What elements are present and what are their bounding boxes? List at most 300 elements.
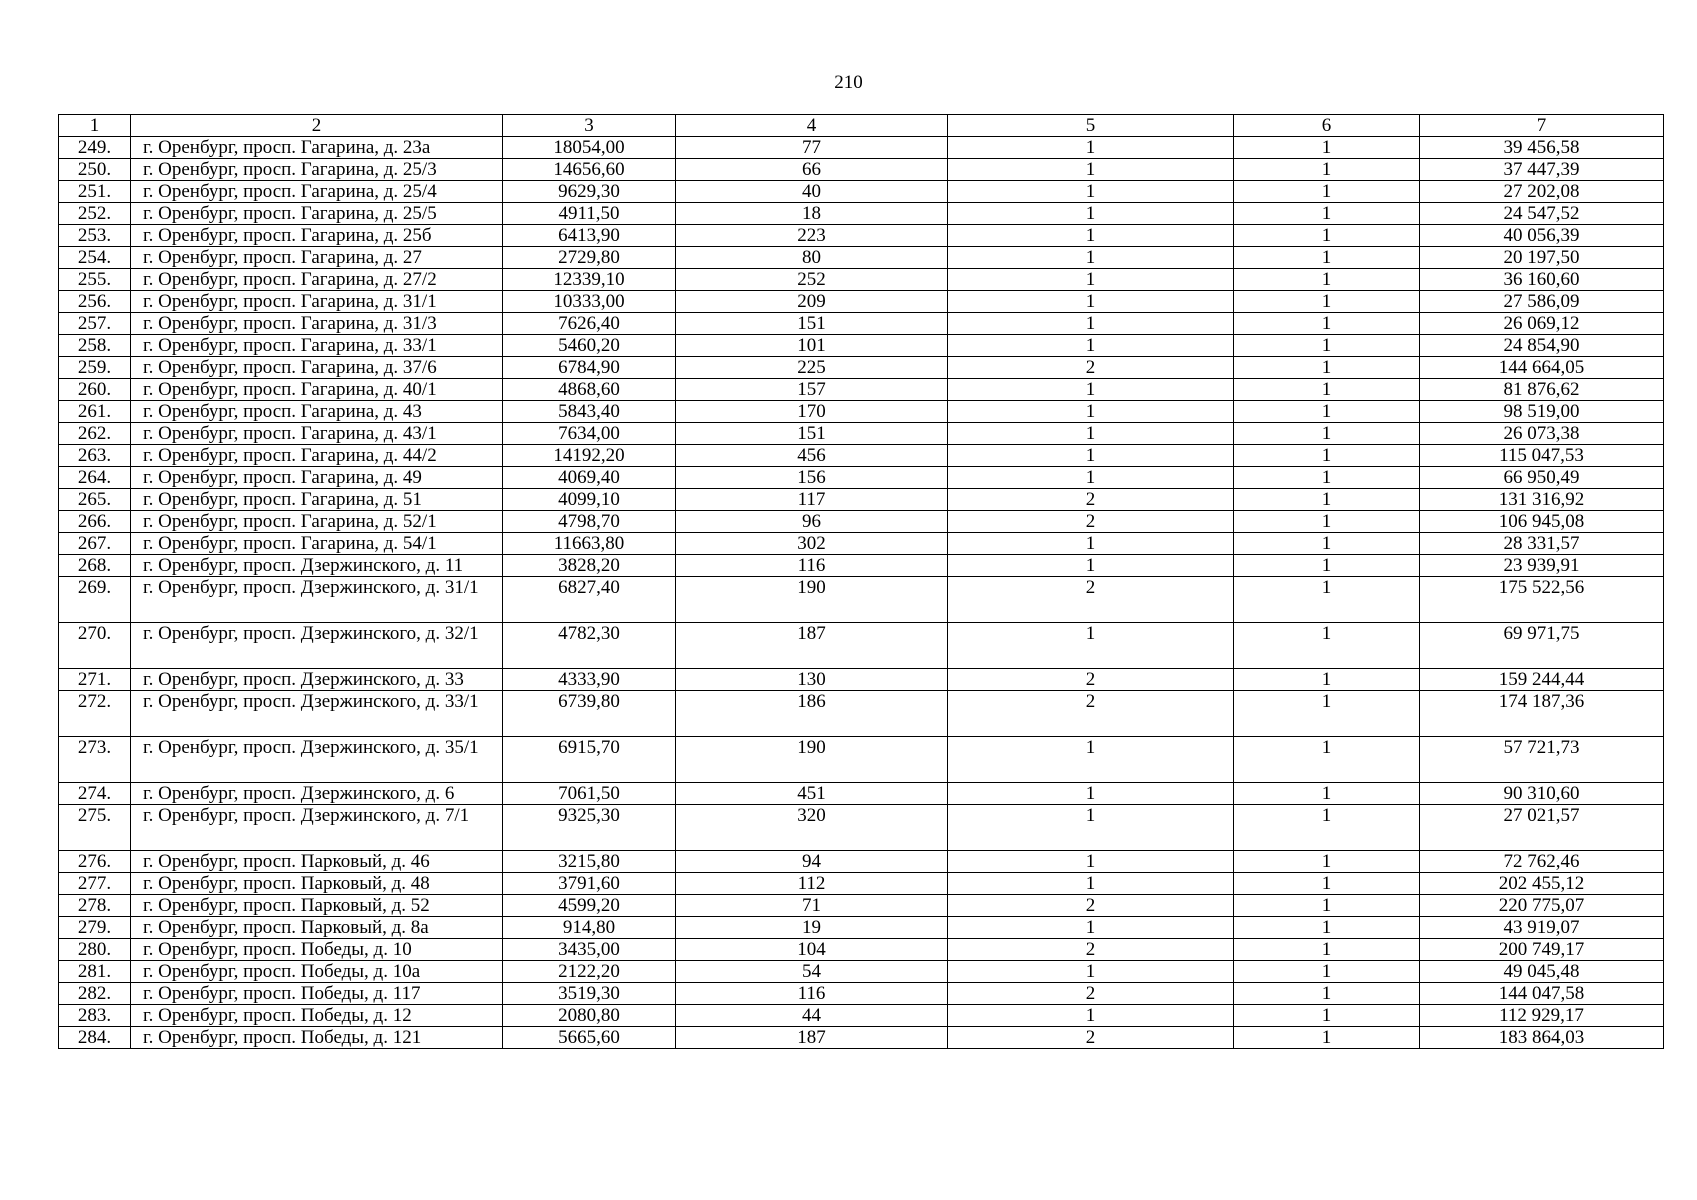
column-5-cell: 1 <box>948 159 1234 181</box>
column-4-cell: 77 <box>676 137 948 159</box>
column-4-cell: 151 <box>676 423 948 445</box>
column-5-cell: 1 <box>948 379 1234 401</box>
column-5-cell: 1 <box>948 555 1234 577</box>
area-cell: 6827,40 <box>503 577 676 623</box>
column-7-cell: 81 876,62 <box>1420 379 1664 401</box>
column-6-cell: 1 <box>1234 247 1420 269</box>
table-row <box>59 203 1664 225</box>
area-cell: 11663,80 <box>503 533 676 555</box>
column-6-cell: 1 <box>1234 1005 1420 1027</box>
table-row <box>59 269 1664 291</box>
column-4-cell: 18 <box>676 203 948 225</box>
column-6-cell: 1 <box>1234 445 1420 467</box>
column-4-cell: 19 <box>676 917 948 939</box>
column-6-cell: 1 <box>1234 269 1420 291</box>
column-7-cell: 72 762,46 <box>1420 851 1664 873</box>
column-4-cell: 225 <box>676 357 948 379</box>
column-7-cell: 57 721,73 <box>1420 737 1664 783</box>
column-header: 4 <box>676 115 948 137</box>
column-5-cell: 1 <box>948 247 1234 269</box>
column-6-cell: 1 <box>1234 511 1420 533</box>
area-cell: 914,80 <box>503 917 676 939</box>
column-4-cell: 151 <box>676 313 948 335</box>
column-6-cell: 1 <box>1234 623 1420 669</box>
column-7-cell: 20 197,50 <box>1420 247 1664 269</box>
address-cell: г. Оренбург, просп. Победы, д. 117 <box>131 983 503 1005</box>
column-5-cell: 1 <box>948 737 1234 783</box>
column-4-cell: 157 <box>676 379 948 401</box>
column-6-cell: 1 <box>1234 357 1420 379</box>
address-cell: г. Оренбург, просп. Гагарина, д. 40/1 <box>131 379 503 401</box>
table-row <box>59 939 1664 961</box>
address-cell: г. Оренбург, просп. Гагарина, д. 25/3 <box>131 159 503 181</box>
row-number: 267. <box>59 533 131 555</box>
column-4-cell: 130 <box>676 669 948 691</box>
table-row <box>59 247 1664 269</box>
column-7-cell: 39 456,58 <box>1420 137 1664 159</box>
row-number: 253. <box>59 225 131 247</box>
row-number: 256. <box>59 291 131 313</box>
address-cell: г. Оренбург, просп. Гагарина, д. 27 <box>131 247 503 269</box>
column-header: 3 <box>503 115 676 137</box>
row-number: 274. <box>59 783 131 805</box>
column-7-cell: 24 547,52 <box>1420 203 1664 225</box>
address-cell: г. Оренбург, просп. Дзержинского, д. 33 <box>131 669 503 691</box>
column-6-cell: 1 <box>1234 873 1420 895</box>
row-number: 280. <box>59 939 131 961</box>
address-cell: г. Оренбург, просп. Дзержинского, д. 31/1 <box>131 577 503 623</box>
area-cell: 5843,40 <box>503 401 676 423</box>
address-cell: г. Оренбург, просп. Парковый, д. 46 <box>131 851 503 873</box>
table-row <box>59 983 1664 1005</box>
area-cell: 4599,20 <box>503 895 676 917</box>
column-5-cell: 1 <box>948 269 1234 291</box>
column-6-cell: 1 <box>1234 783 1420 805</box>
column-5-cell: 2 <box>948 357 1234 379</box>
column-header: 7 <box>1420 115 1664 137</box>
column-5-cell: 1 <box>948 533 1234 555</box>
column-4-cell: 223 <box>676 225 948 247</box>
area-cell: 9629,30 <box>503 181 676 203</box>
area-cell: 4069,40 <box>503 467 676 489</box>
area-cell: 6413,90 <box>503 225 676 247</box>
table-row <box>59 489 1664 511</box>
table-row <box>59 783 1664 805</box>
row-number: 261. <box>59 401 131 423</box>
column-7-cell: 183 864,03 <box>1420 1027 1664 1049</box>
column-7-cell: 69 971,75 <box>1420 623 1664 669</box>
column-5-cell: 2 <box>948 1027 1234 1049</box>
table-row <box>59 467 1664 489</box>
area-cell: 2729,80 <box>503 247 676 269</box>
column-4-cell: 112 <box>676 873 948 895</box>
address-cell: г. Оренбург, просп. Парковый, д. 48 <box>131 873 503 895</box>
address-cell: г. Оренбург, просп. Парковый, д. 8а <box>131 917 503 939</box>
column-7-cell: 115 047,53 <box>1420 445 1664 467</box>
column-6-cell: 1 <box>1234 939 1420 961</box>
row-number: 273. <box>59 737 131 783</box>
row-number: 275. <box>59 805 131 851</box>
header-row <box>59 115 1664 137</box>
column-4-cell: 44 <box>676 1005 948 1027</box>
area-cell: 3435,00 <box>503 939 676 961</box>
address-cell: г. Оренбург, просп. Гагарина, д. 25/4 <box>131 181 503 203</box>
address-cell: г. Оренбург, просп. Гагарина, д. 31/3 <box>131 313 503 335</box>
table-row <box>59 137 1664 159</box>
column-6-cell: 1 <box>1234 379 1420 401</box>
column-4-cell: 252 <box>676 269 948 291</box>
area-cell: 4782,30 <box>503 623 676 669</box>
column-5-cell: 1 <box>948 467 1234 489</box>
table-row <box>59 401 1664 423</box>
column-5-cell: 1 <box>948 1005 1234 1027</box>
column-7-cell: 27 202,08 <box>1420 181 1664 203</box>
column-5-cell: 1 <box>948 805 1234 851</box>
column-6-cell: 1 <box>1234 577 1420 623</box>
column-4-cell: 209 <box>676 291 948 313</box>
column-4-cell: 187 <box>676 1027 948 1049</box>
column-7-cell: 28 331,57 <box>1420 533 1664 555</box>
column-7-cell: 27 586,09 <box>1420 291 1664 313</box>
table-body <box>59 137 1664 1049</box>
column-7-cell: 159 244,44 <box>1420 669 1664 691</box>
area-cell: 2080,80 <box>503 1005 676 1027</box>
column-5-cell: 2 <box>948 691 1234 737</box>
table-row <box>59 423 1664 445</box>
address-cell: г. Оренбург, просп. Победы, д. 121 <box>131 1027 503 1049</box>
area-cell: 2122,20 <box>503 961 676 983</box>
column-6-cell: 1 <box>1234 423 1420 445</box>
row-number: 271. <box>59 669 131 691</box>
table-row <box>59 335 1664 357</box>
column-5-cell: 2 <box>948 939 1234 961</box>
row-number: 264. <box>59 467 131 489</box>
table-row <box>59 533 1664 555</box>
row-number: 259. <box>59 357 131 379</box>
address-cell: г. Оренбург, просп. Гагарина, д. 37/6 <box>131 357 503 379</box>
column-6-cell: 1 <box>1234 489 1420 511</box>
column-7-cell: 23 939,91 <box>1420 555 1664 577</box>
row-number: 251. <box>59 181 131 203</box>
column-6-cell: 1 <box>1234 291 1420 313</box>
area-cell: 7634,00 <box>503 423 676 445</box>
column-4-cell: 190 <box>676 737 948 783</box>
table-header <box>59 115 1664 137</box>
column-header: 1 <box>59 115 131 137</box>
row-number: 278. <box>59 895 131 917</box>
row-number: 257. <box>59 313 131 335</box>
table-row <box>59 313 1664 335</box>
area-cell: 4868,60 <box>503 379 676 401</box>
address-cell: г. Оренбург, просп. Гагарина, д. 43/1 <box>131 423 503 445</box>
area-cell: 14656,60 <box>503 159 676 181</box>
column-4-cell: 40 <box>676 181 948 203</box>
address-cell: г. Оренбург, просп. Победы, д. 10 <box>131 939 503 961</box>
column-6-cell: 1 <box>1234 983 1420 1005</box>
row-number: 279. <box>59 917 131 939</box>
column-4-cell: 71 <box>676 895 948 917</box>
column-4-cell: 451 <box>676 783 948 805</box>
column-5-cell: 1 <box>948 203 1234 225</box>
column-6-cell: 1 <box>1234 533 1420 555</box>
column-5-cell: 1 <box>948 873 1234 895</box>
area-cell: 3828,20 <box>503 555 676 577</box>
column-6-cell: 1 <box>1234 401 1420 423</box>
address-cell: г. Оренбург, просп. Дзержинского, д. 11 <box>131 555 503 577</box>
table-row <box>59 159 1664 181</box>
column-6-cell: 1 <box>1234 137 1420 159</box>
column-5-cell: 1 <box>948 423 1234 445</box>
column-4-cell: 302 <box>676 533 948 555</box>
address-cell: г. Оренбург, просп. Гагарина, д. 31/1 <box>131 291 503 313</box>
area-cell: 4333,90 <box>503 669 676 691</box>
column-6-cell: 1 <box>1234 225 1420 247</box>
area-cell: 6739,80 <box>503 691 676 737</box>
column-6-cell: 1 <box>1234 203 1420 225</box>
column-4-cell: 54 <box>676 961 948 983</box>
row-number: 281. <box>59 961 131 983</box>
column-5-cell: 1 <box>948 783 1234 805</box>
address-cell: г. Оренбург, просп. Дзержинского, д. 6 <box>131 783 503 805</box>
column-5-cell: 1 <box>948 961 1234 983</box>
row-number: 282. <box>59 983 131 1005</box>
column-4-cell: 186 <box>676 691 948 737</box>
column-7-cell: 174 187,36 <box>1420 691 1664 737</box>
column-4-cell: 104 <box>676 939 948 961</box>
column-7-cell: 144 664,05 <box>1420 357 1664 379</box>
column-7-cell: 26 069,12 <box>1420 313 1664 335</box>
column-header: 5 <box>948 115 1234 137</box>
column-6-cell: 1 <box>1234 313 1420 335</box>
column-6-cell: 1 <box>1234 895 1420 917</box>
column-7-cell: 98 519,00 <box>1420 401 1664 423</box>
column-header: 2 <box>131 115 503 137</box>
column-7-cell: 43 919,07 <box>1420 917 1664 939</box>
column-7-cell: 175 522,56 <box>1420 577 1664 623</box>
table-row <box>59 225 1664 247</box>
column-7-cell: 90 310,60 <box>1420 783 1664 805</box>
row-number: 272. <box>59 691 131 737</box>
column-5-cell: 1 <box>948 917 1234 939</box>
area-cell: 5460,20 <box>503 335 676 357</box>
area-cell: 6915,70 <box>503 737 676 783</box>
area-cell: 5665,60 <box>503 1027 676 1049</box>
area-cell: 7626,40 <box>503 313 676 335</box>
column-5-cell: 1 <box>948 445 1234 467</box>
row-number: 284. <box>59 1027 131 1049</box>
row-number: 265. <box>59 489 131 511</box>
register-table <box>58 114 1664 1049</box>
table-row <box>59 623 1664 669</box>
column-5-cell: 1 <box>948 623 1234 669</box>
column-6-cell: 1 <box>1234 851 1420 873</box>
address-cell: г. Оренбург, просп. Гагарина, д. 43 <box>131 401 503 423</box>
table-row <box>59 555 1664 577</box>
address-cell: г. Оренбург, просп. Дзержинского, д. 32/1 <box>131 623 503 669</box>
table-row <box>59 805 1664 851</box>
address-cell: г. Оренбург, просп. Гагарина, д. 44/2 <box>131 445 503 467</box>
row-number: 277. <box>59 873 131 895</box>
area-cell: 18054,00 <box>503 137 676 159</box>
column-7-cell: 49 045,48 <box>1420 961 1664 983</box>
address-cell: г. Оренбург, просп. Гагарина, д. 33/1 <box>131 335 503 357</box>
address-cell: г. Оренбург, просп. Гагарина, д. 49 <box>131 467 503 489</box>
area-cell: 4911,50 <box>503 203 676 225</box>
column-4-cell: 116 <box>676 555 948 577</box>
column-5-cell: 2 <box>948 895 1234 917</box>
table-row <box>59 181 1664 203</box>
column-7-cell: 36 160,60 <box>1420 269 1664 291</box>
table-row <box>59 669 1664 691</box>
column-5-cell: 2 <box>948 511 1234 533</box>
row-number: 255. <box>59 269 131 291</box>
address-cell: г. Оренбург, просп. Дзержинского, д. 33/1 <box>131 691 503 737</box>
row-number: 276. <box>59 851 131 873</box>
table-row <box>59 873 1664 895</box>
column-6-cell: 1 <box>1234 555 1420 577</box>
area-cell: 3519,30 <box>503 983 676 1005</box>
address-cell: г. Оренбург, просп. Гагарина, д. 25б <box>131 225 503 247</box>
address-cell: г. Оренбург, просп. Гагарина, д. 23а <box>131 137 503 159</box>
address-cell: г. Оренбург, просп. Парковый, д. 52 <box>131 895 503 917</box>
address-cell: г. Оренбург, просп. Гагарина, д. 54/1 <box>131 533 503 555</box>
row-number: 268. <box>59 555 131 577</box>
column-6-cell: 1 <box>1234 467 1420 489</box>
column-7-cell: 202 455,12 <box>1420 873 1664 895</box>
address-cell: г. Оренбург, просп. Дзержинского, д. 7/1 <box>131 805 503 851</box>
row-number: 258. <box>59 335 131 357</box>
column-7-cell: 112 929,17 <box>1420 1005 1664 1027</box>
column-6-cell: 1 <box>1234 669 1420 691</box>
row-number: 254. <box>59 247 131 269</box>
column-5-cell: 1 <box>948 335 1234 357</box>
area-cell: 4798,70 <box>503 511 676 533</box>
row-number: 260. <box>59 379 131 401</box>
table-row <box>59 1027 1664 1049</box>
column-7-cell: 131 316,92 <box>1420 489 1664 511</box>
column-5-cell: 2 <box>948 983 1234 1005</box>
row-number: 263. <box>59 445 131 467</box>
column-5-cell: 1 <box>948 313 1234 335</box>
area-cell: 7061,50 <box>503 783 676 805</box>
column-6-cell: 1 <box>1234 961 1420 983</box>
table-row <box>59 357 1664 379</box>
table-row <box>59 691 1664 737</box>
column-4-cell: 66 <box>676 159 948 181</box>
column-6-cell: 1 <box>1234 181 1420 203</box>
area-cell: 3215,80 <box>503 851 676 873</box>
column-4-cell: 170 <box>676 401 948 423</box>
column-7-cell: 37 447,39 <box>1420 159 1664 181</box>
table-row <box>59 961 1664 983</box>
column-7-cell: 66 950,49 <box>1420 467 1664 489</box>
area-cell: 10333,00 <box>503 291 676 313</box>
table-row <box>59 445 1664 467</box>
column-7-cell: 27 021,57 <box>1420 805 1664 851</box>
column-5-cell: 1 <box>948 225 1234 247</box>
table-row <box>59 379 1664 401</box>
column-4-cell: 101 <box>676 335 948 357</box>
address-cell: г. Оренбург, просп. Гагарина, д. 52/1 <box>131 511 503 533</box>
page-number: 210 <box>834 72 863 93</box>
column-4-cell: 456 <box>676 445 948 467</box>
row-number: 262. <box>59 423 131 445</box>
column-4-cell: 190 <box>676 577 948 623</box>
table-row <box>59 737 1664 783</box>
column-6-cell: 1 <box>1234 159 1420 181</box>
column-7-cell: 26 073,38 <box>1420 423 1664 445</box>
column-4-cell: 320 <box>676 805 948 851</box>
column-6-cell: 1 <box>1234 737 1420 783</box>
area-cell: 4099,10 <box>503 489 676 511</box>
column-5-cell: 1 <box>948 851 1234 873</box>
column-4-cell: 94 <box>676 851 948 873</box>
table-row <box>59 917 1664 939</box>
row-number: 266. <box>59 511 131 533</box>
column-4-cell: 187 <box>676 623 948 669</box>
column-5-cell: 1 <box>948 291 1234 313</box>
row-number: 270. <box>59 623 131 669</box>
column-7-cell: 106 945,08 <box>1420 511 1664 533</box>
column-5-cell: 2 <box>948 577 1234 623</box>
column-6-cell: 1 <box>1234 691 1420 737</box>
column-header: 6 <box>1234 115 1420 137</box>
column-4-cell: 156 <box>676 467 948 489</box>
row-number: 249. <box>59 137 131 159</box>
area-cell: 9325,30 <box>503 805 676 851</box>
row-number: 250. <box>59 159 131 181</box>
table-row <box>59 291 1664 313</box>
column-6-cell: 1 <box>1234 917 1420 939</box>
area-cell: 14192,20 <box>503 445 676 467</box>
column-5-cell: 1 <box>948 137 1234 159</box>
area-cell: 6784,90 <box>503 357 676 379</box>
column-5-cell: 1 <box>948 401 1234 423</box>
table-row <box>59 895 1664 917</box>
column-7-cell: 144 047,58 <box>1420 983 1664 1005</box>
address-cell: г. Оренбург, просп. Гагарина, д. 27/2 <box>131 269 503 291</box>
column-6-cell: 1 <box>1234 1027 1420 1049</box>
column-4-cell: 96 <box>676 511 948 533</box>
column-4-cell: 117 <box>676 489 948 511</box>
column-4-cell: 116 <box>676 983 948 1005</box>
column-6-cell: 1 <box>1234 805 1420 851</box>
area-cell: 12339,10 <box>503 269 676 291</box>
address-cell: г. Оренбург, просп. Гагарина, д. 25/5 <box>131 203 503 225</box>
row-number: 283. <box>59 1005 131 1027</box>
table-row <box>59 577 1664 623</box>
column-4-cell: 80 <box>676 247 948 269</box>
column-7-cell: 200 749,17 <box>1420 939 1664 961</box>
column-5-cell: 2 <box>948 489 1234 511</box>
column-7-cell: 220 775,07 <box>1420 895 1664 917</box>
column-5-cell: 2 <box>948 669 1234 691</box>
address-cell: г. Оренбург, просп. Гагарина, д. 51 <box>131 489 503 511</box>
area-cell: 3791,60 <box>503 873 676 895</box>
table-row <box>59 851 1664 873</box>
address-cell: г. Оренбург, просп. Дзержинского, д. 35/1 <box>131 737 503 783</box>
table-row <box>59 511 1664 533</box>
column-7-cell: 40 056,39 <box>1420 225 1664 247</box>
row-number: 269. <box>59 577 131 623</box>
column-6-cell: 1 <box>1234 335 1420 357</box>
address-cell: г. Оренбург, просп. Победы, д. 12 <box>131 1005 503 1027</box>
table-row <box>59 1005 1664 1027</box>
column-5-cell: 1 <box>948 181 1234 203</box>
row-number: 252. <box>59 203 131 225</box>
address-cell: г. Оренбург, просп. Победы, д. 10а <box>131 961 503 983</box>
column-7-cell: 24 854,90 <box>1420 335 1664 357</box>
